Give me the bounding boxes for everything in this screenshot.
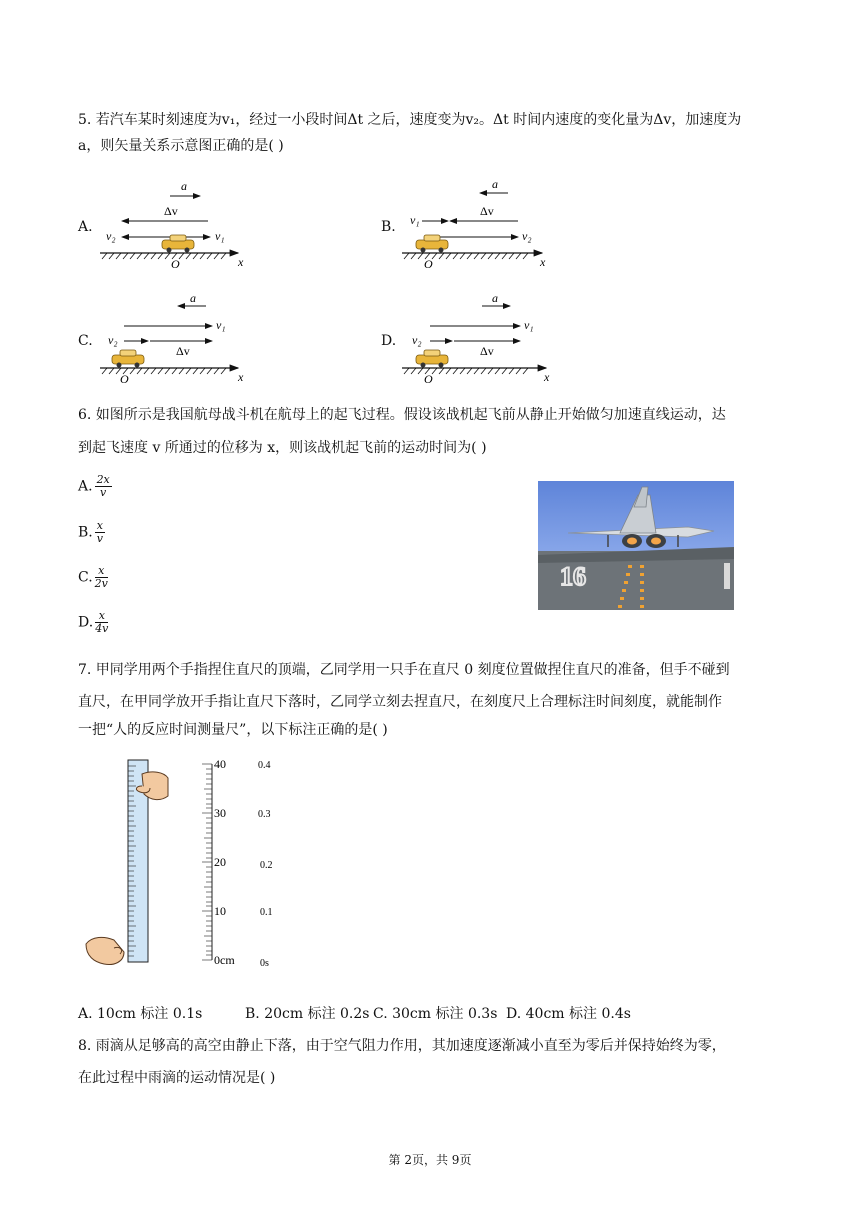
cm-label-0: 0cm xyxy=(214,953,235,967)
svg-text:O: O xyxy=(120,372,129,383)
q7-option-b: B. 20cm 标注 0.2s xyxy=(245,1006,370,1022)
q6-option-a: A. $\frac{2x}{v}$ xyxy=(78,473,110,499)
svg-text:v₂: v₂ xyxy=(522,229,532,243)
q7-option-d: D. 40cm 标注 0.4s xyxy=(506,1006,631,1022)
svg-text:v₂: v₂ xyxy=(412,333,422,347)
svg-text:O: O xyxy=(424,372,433,383)
s-label-03: 0.3 xyxy=(258,809,271,820)
car-icon xyxy=(416,350,448,368)
svg-text:v₁: v₁ xyxy=(410,213,420,227)
car-icon xyxy=(162,235,194,253)
page-footer: 第 2页，共 9页 xyxy=(388,1153,472,1167)
q8-stem-line1: 8. 雨滴从足够高的高空由静止下落，由于空气阻力作用，其加速度逐渐减小直至为零后并保持始终为零， xyxy=(78,1038,726,1054)
svg-text:Δv: Δv xyxy=(480,204,494,218)
q5a-x-label: x xyxy=(238,255,244,268)
svg-text:Δv: Δv xyxy=(480,344,494,358)
svg-text:x: x xyxy=(238,370,244,383)
svg-text:a: a xyxy=(492,293,498,305)
cm-label-20: 20 xyxy=(214,855,226,869)
cm-label-30: 30 xyxy=(214,806,226,820)
q6-option-c: C. $\frac{x}{2v}$ xyxy=(78,564,108,590)
cm-label-40: 40 xyxy=(214,757,226,771)
q5-option-a-diagram xyxy=(98,178,258,268)
svg-text:x: x xyxy=(544,370,550,383)
cm-label-10: 10 xyxy=(214,904,226,918)
q7-stem-line3: 一把“人的反应时间测量尺”，以下标注正确的是( ) xyxy=(78,722,388,738)
car-icon xyxy=(416,235,448,253)
q5-option-b-label: B. xyxy=(381,219,396,235)
svg-text:a: a xyxy=(492,178,498,191)
q6-option-d: D. $\frac{x}{4v}$ xyxy=(78,609,109,635)
s-label-01: 0.1 xyxy=(260,907,273,918)
reaction-ruler-figure xyxy=(84,756,284,972)
q7-option-c: C. 30cm 标注 0.3s xyxy=(373,1006,498,1022)
svg-text:v₁: v₁ xyxy=(524,318,534,332)
q5a-v2-label: v₂ xyxy=(106,229,116,243)
q5a-v1-label: v₁ xyxy=(215,229,225,243)
q5-option-b-diagram xyxy=(400,178,560,268)
q6-stem-line1: 6. 如图所示是我国航母战斗机在航母上的起飞过程。假设该战机起飞前从静止开始做匀加速直线运动，达 xyxy=(78,407,726,423)
deck-number: 16 xyxy=(560,562,586,591)
svg-text:v₁: v₁ xyxy=(216,318,226,332)
svg-text:a: a xyxy=(190,293,196,305)
q5-option-c-diagram xyxy=(98,293,258,383)
car-icon xyxy=(112,350,144,368)
s-label-02: 0.2 xyxy=(260,860,273,871)
q5a-o-label: O xyxy=(171,257,180,268)
q5-option-d-label: D. xyxy=(381,333,397,349)
q5a-dv-label: Δv xyxy=(164,204,178,218)
svg-text:v₂: v₂ xyxy=(108,333,118,347)
s-label-0: 0s xyxy=(260,958,269,969)
q5-stem-line1: 5. 若汽车某时刻速度为v₁，经过一小段时间Δt 之后，速度变为v₂。Δt 时间内速度的变化量为Δv，加速度为 xyxy=(78,112,742,128)
q5-stem-line2: a，则矢量关系示意图正确的是( ) xyxy=(78,138,284,154)
hand-bottom-icon xyxy=(86,937,124,964)
q5-option-d-diagram xyxy=(400,293,560,383)
q5a-a-label: a xyxy=(181,179,187,193)
q7-stem-line2: 直尺，在甲同学放开手指让直尺下落时，乙同学立刻去捏直尺，在刻度尺上合理标注时间刻度，就能制作 xyxy=(78,694,722,710)
q7-option-a: A. 10cm 标注 0.1s xyxy=(78,1006,203,1022)
q7-stem-line1: 7. 甲同学用两个手指捏住直尺的顶端，乙同学用一只手在直尺 0 刻度位置做捏住直尺的准备，但手不碰到 xyxy=(78,662,730,678)
q5-option-a-label: A. xyxy=(78,219,93,235)
svg-text:x: x xyxy=(540,255,546,268)
q6-option-b: B. $\frac{x}{v}$ xyxy=(78,519,103,545)
svg-text:Δv: Δv xyxy=(176,344,190,358)
q5-option-c-label: C. xyxy=(78,333,93,349)
fighter-jet-takeoff-image xyxy=(538,481,734,610)
s-label-04: 0.4 xyxy=(258,760,271,771)
svg-text:O: O xyxy=(424,257,433,268)
q6-stem-line2: 到起飞速度 v 所通过的位移为 x，则该战机起飞前的运动时间为( ) xyxy=(78,440,487,456)
q8-stem-line2: 在此过程中雨滴的运动情况是( ) xyxy=(78,1070,276,1086)
